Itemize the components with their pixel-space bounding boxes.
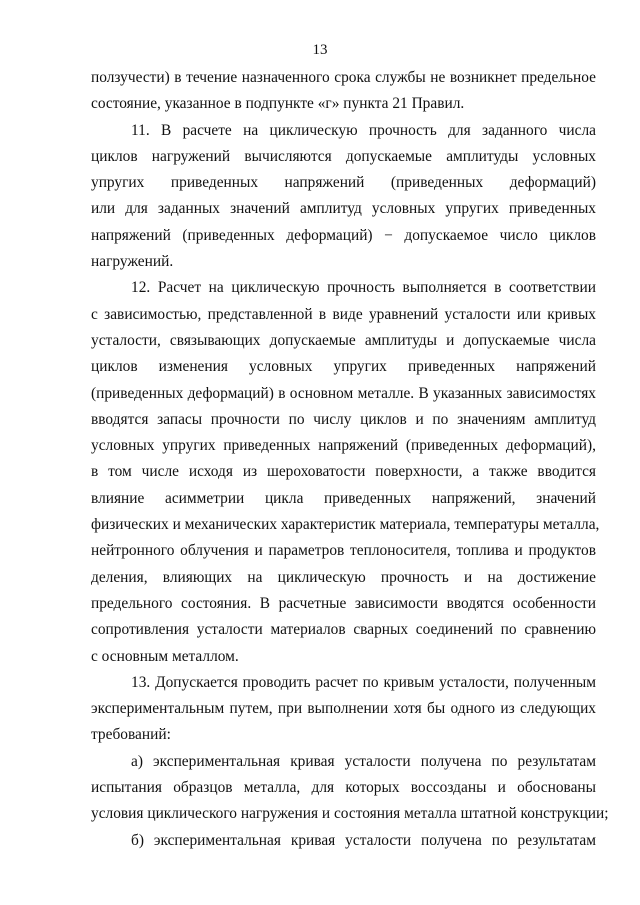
text-line: физических и механических характеристик материала, температуры металла,: [91, 516, 600, 534]
text-line: 13. Допускается проводить расчет по кривым усталости, полученным: [131, 673, 596, 691]
text-line: а) экспериментальная кривая усталости получена по результатам: [131, 752, 596, 770]
text-line: с зависимостью, представленной в виде уравнений усталости или кривых: [91, 305, 596, 323]
text-line: сопротивления усталости материалов сварных соединений по сравнению: [91, 621, 596, 639]
paragraph-item-12: [91, 275, 600, 669]
text-line: в том числе исходя из шероховатости поверхности, а также вводится: [91, 463, 596, 481]
paragraph-item-11: [91, 118, 596, 276]
text-line: с основным металлом.: [91, 647, 239, 665]
text-line: усталости, связывающих допускаемые амплитуды и допускаемые числа: [91, 331, 596, 349]
text-line: (приведенных деформаций) в основном металле. В указанных зависимостях: [91, 384, 596, 402]
text-line: упругих приведенных напряжений (приведенных деформаций): [91, 174, 596, 192]
paragraph-item-13: [91, 670, 596, 749]
text-line: напряжений (приведенных деформаций) − допускаемое число циклов: [91, 226, 596, 244]
text-line: нагружений.: [91, 253, 174, 271]
text-line: циклов изменения условных упругих приведенных напряжений: [91, 358, 596, 376]
text-line: деления, влияющих на циклическую прочность и на достижение: [91, 568, 596, 586]
paragraph-continuation: [91, 65, 596, 118]
text-line: условия циклического нагружения и состояния металла штатной конструкции;: [91, 805, 609, 823]
text-line: предельного состояния. В расчетные зависимости вводятся особенности: [91, 594, 596, 612]
paragraph-subitem-b: [91, 828, 596, 854]
text-line: 11. В расчете на циклическую прочность для заданного числа: [131, 121, 596, 139]
text-line: вводятся запасы прочности по числу циклов и по значениям амплитуд: [91, 410, 596, 428]
paragraph-subitem-a: [91, 749, 609, 828]
text-line: экспериментальным путем, при выполнении хотя бы одного из следующих: [91, 700, 596, 718]
text-line: нейтронного облучения и параметров теплоносителя, топлива и продуктов: [91, 542, 596, 560]
text-line: требований:: [91, 726, 171, 744]
page-number: 13: [312, 42, 328, 58]
document-body: [91, 65, 609, 854]
text-line: ползучести) в течение назначенного срока службы не возникнет предельное: [91, 69, 596, 86]
text-line: циклов нагружений вычисляются допускаемые амплитуды условных: [91, 147, 596, 165]
text-line: или для заданных значений амплитуд условных упругих приведенных: [91, 200, 596, 218]
text-line: 12. Расчет на циклическую прочность выполняется в соответствии: [131, 279, 596, 297]
text-line: влияние асимметрии цикла приведенных напряжений, значений: [91, 489, 596, 507]
text-line: б) экспериментальная кривая усталости получена по результатам: [131, 831, 596, 849]
text-line: испытания образцов металла, для которых воссозданы и обоснованы: [91, 779, 596, 797]
text-line: условных упругих приведенных напряжений (приведенных деформаций),: [91, 437, 596, 455]
text-line: состояние, указанное в подпункте «г» пункта 21 Правил.: [91, 95, 465, 113]
